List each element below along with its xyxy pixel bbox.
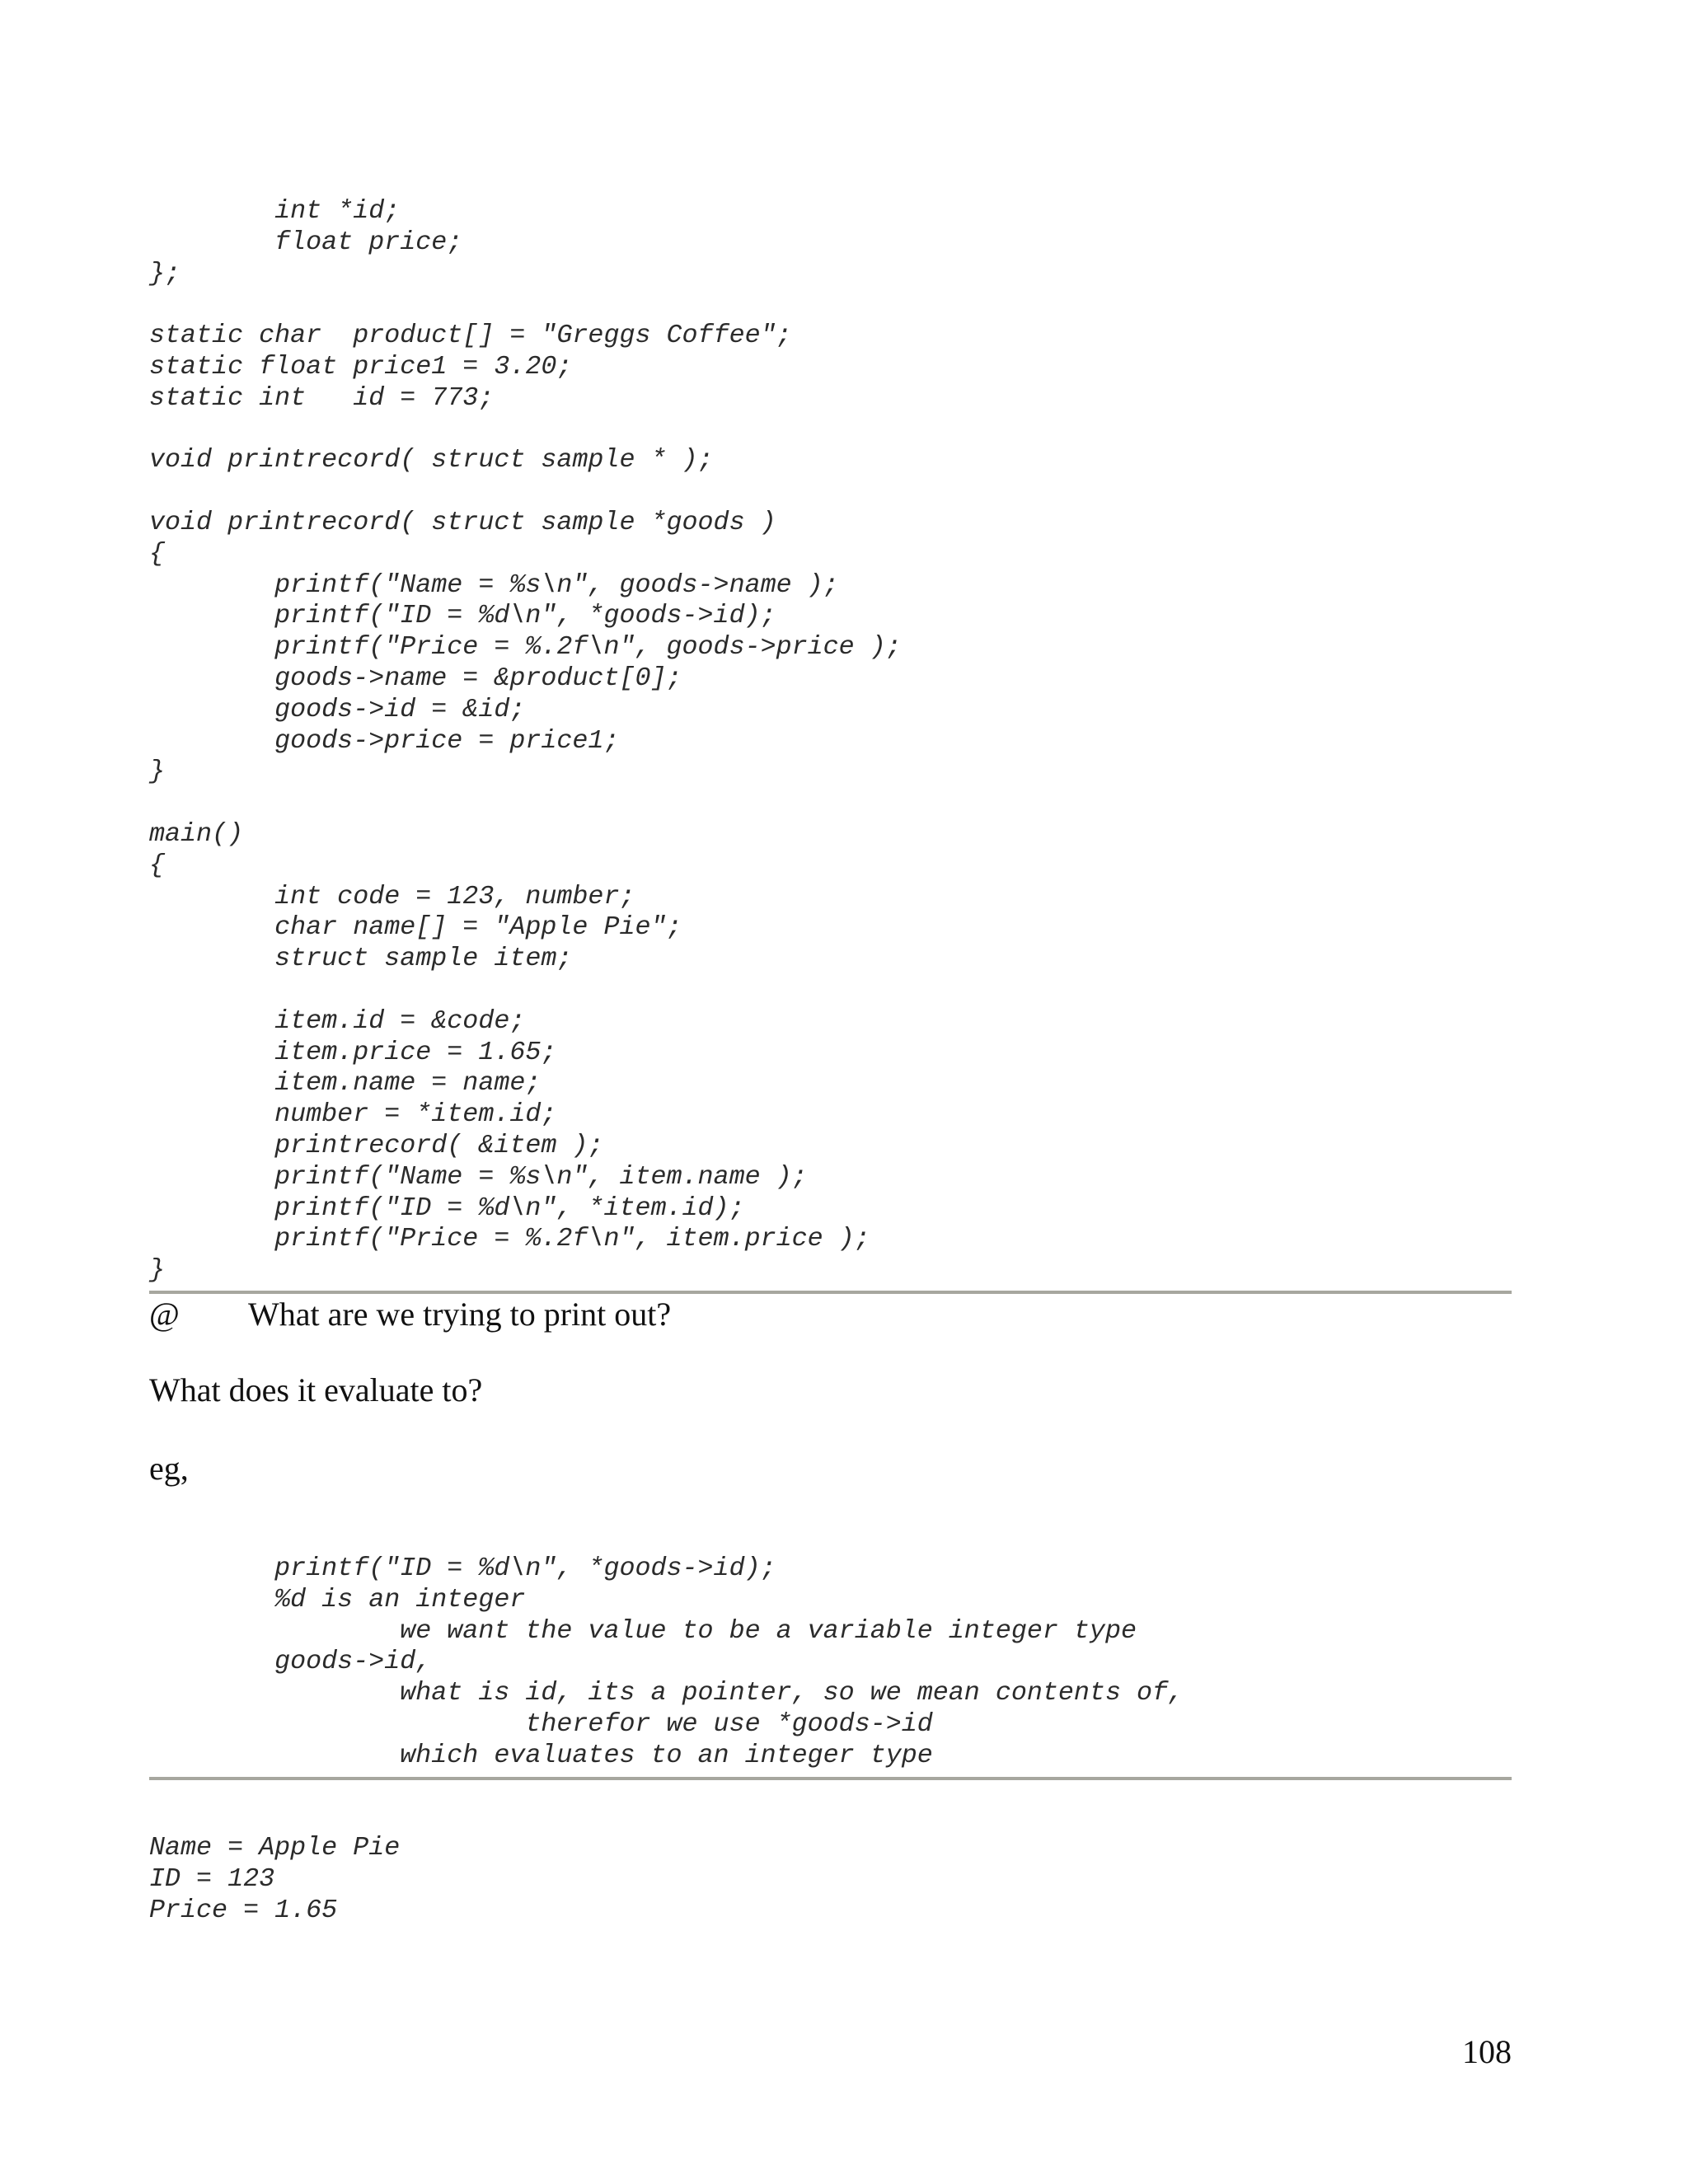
example-label: eg, bbox=[149, 1450, 189, 1487]
question-text: What are we trying to print out? bbox=[248, 1296, 672, 1333]
program-output: Name = Apple Pie ID = 123 Price = 1.65 bbox=[149, 1833, 401, 1925]
question-marker: @ bbox=[149, 1296, 180, 1333]
section-divider-bottom bbox=[149, 1777, 1512, 1780]
explanation-block: printf("ID = %d\n", *goods->id); %d is an integer we want the value to be a variable integer type goods->id, what is id, its a pointer, so we mean contents of, therefor we use *goods->id which evaluates to an integer type bbox=[274, 1554, 1184, 1770]
evaluate-question: What does it evaluate to? bbox=[149, 1371, 483, 1408]
code-listing: int *id; float price; }; static char product[] = "Greggs Coffee"; static float price1 = 3.20; static int id = 773; void printrecord( struct sample * ); void printrecord( struct sample *goods ) { printf("Name = %s\n", goods->name ); printf("ID = %d\n", *goods->id); printf("Price = %.2f\n", goods->price ); goods->name = &product[0]; goods->id = &id; goods->price = price1; } main() { int code = 123, number; char name[] = "Apple Pie"; struct sample item; item.id = &code; item.price = 1.65; item.name = name; number = *item.id; printrecord( &item ); printf("Name = %s\n", item.name ); printf("ID = %d\n", *item.id); printf("Price = %.2f\n", item.price ); } bbox=[149, 196, 902, 1286]
page-number: 108 bbox=[1462, 2033, 1512, 2070]
